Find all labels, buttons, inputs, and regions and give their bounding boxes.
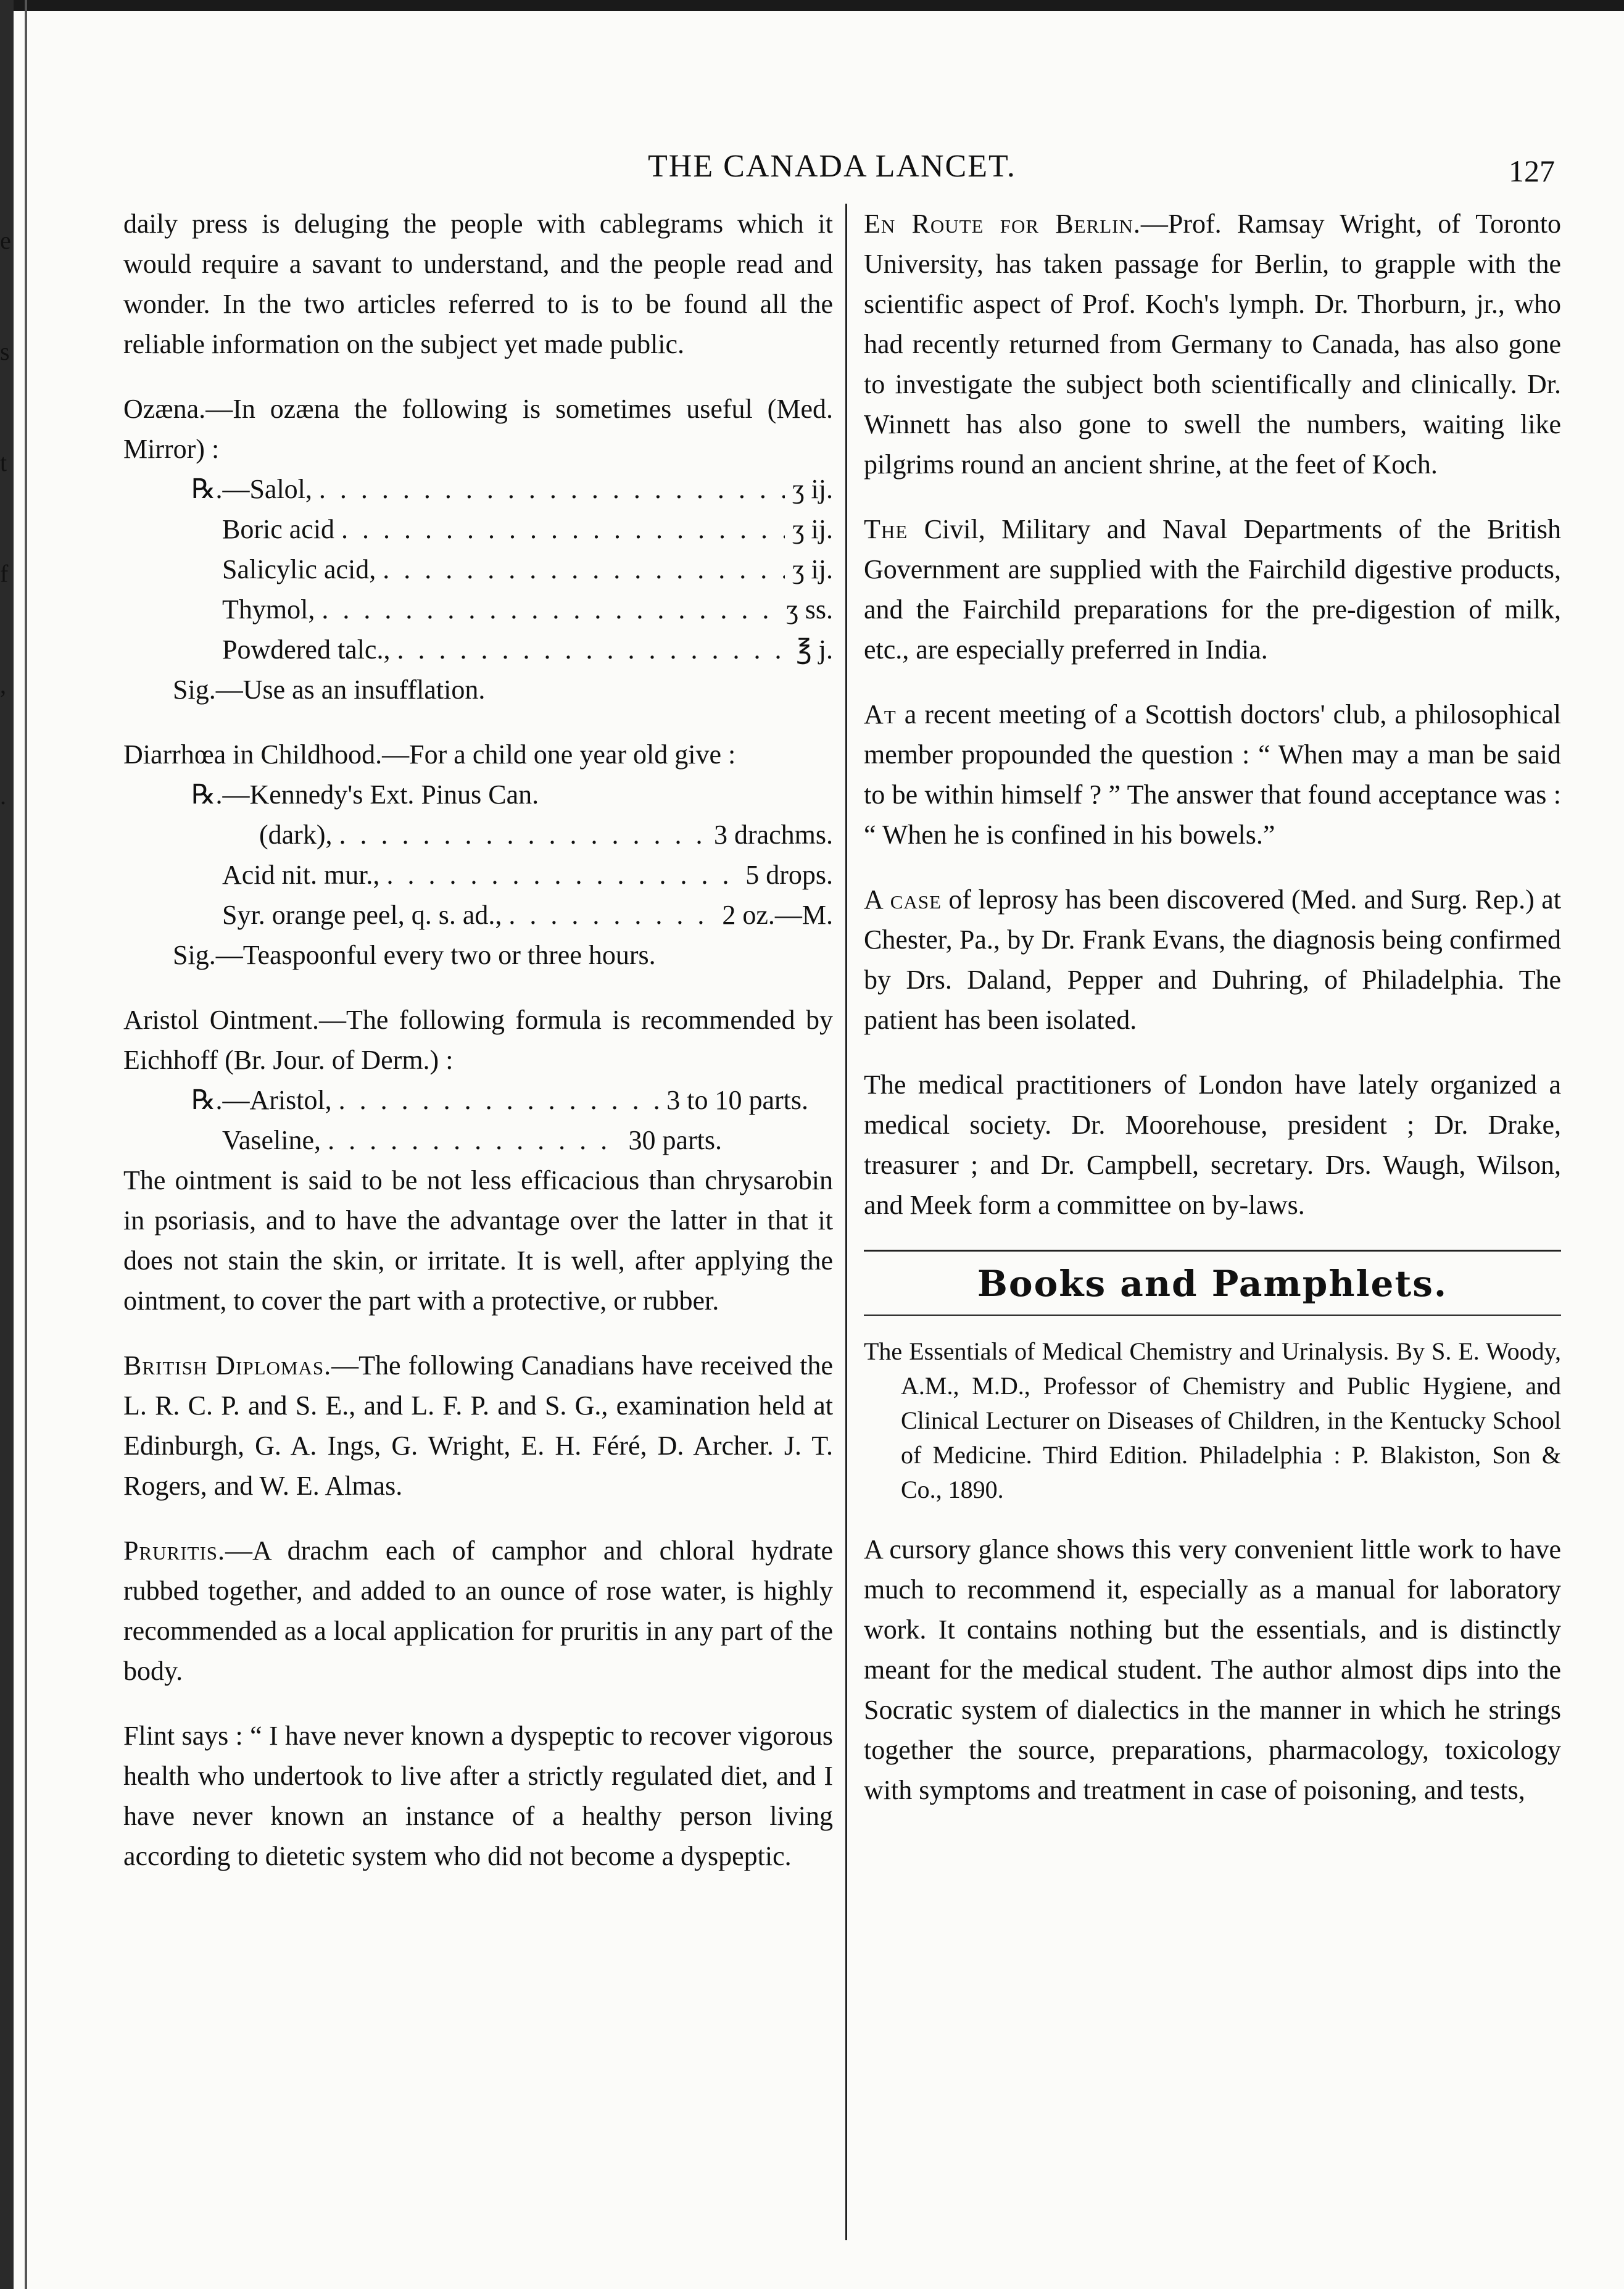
margin-mark: s	[0, 338, 10, 365]
right-column	[864, 204, 1561, 1835]
margin-mark: e	[0, 226, 11, 254]
pruritis-article	[123, 1531, 833, 1691]
rx-amount: 3 drachms.	[706, 815, 833, 855]
rx-ingredient: ℞.—Salol, . . .	[191, 469, 785, 509]
rx-ingredient: (dark), . . .	[259, 815, 706, 855]
rx-line	[123, 509, 833, 549]
rx-amount: 30 parts.	[621, 1120, 722, 1160]
ozaena-intro	[123, 389, 833, 469]
rx-first-line: ℞.—Kennedy's Ext. Pinus Can.	[191, 779, 539, 810]
british-diplomas-article	[123, 1345, 833, 1506]
books-section-title: Books and Pamphlets.	[977, 1263, 1448, 1305]
rx-amount: ℥ j.	[789, 629, 833, 670]
civil-article	[864, 509, 1561, 670]
book-entry-heading	[864, 1334, 1561, 1507]
aristol-heading: Aristol Ointment.	[123, 1005, 319, 1035]
rx-amount: 5 drops.	[738, 855, 833, 895]
ozaena-article	[123, 389, 833, 710]
rx-amount: ʒ ss.	[779, 589, 833, 629]
rx-line	[123, 629, 833, 670]
rx-line	[123, 895, 833, 935]
section-rule-top	[864, 1250, 1561, 1252]
page-header	[117, 148, 1567, 197]
rx-ingredient: Syr. orange peel, q. s. ad., . . .	[222, 895, 715, 935]
british-diplomas-heading: British Diplomas.	[123, 1350, 332, 1381]
margin-mark: .	[0, 782, 6, 810]
rx-ingredient: Boric acid . . .	[222, 509, 785, 549]
section-rule-bottom	[864, 1315, 1561, 1316]
pruritis-text: —A drachm each of camphor and chloral hydrate rubbed together, and added to an ounce of rose water, is highly recommended as a local application for pruritis in any part of the body.	[123, 1535, 833, 1686]
diarrhoea-heading: Diarrhœa in Childhood.	[123, 739, 383, 770]
rx-amount: ʒ ij.	[785, 509, 833, 549]
running-title: THE CANADA LANCET.	[648, 149, 1016, 184]
margin-mark: t	[0, 449, 7, 476]
pruritis-heading: Pruritis.	[123, 1535, 226, 1566]
margin-marks	[0, 185, 25, 852]
berlin-article	[864, 204, 1561, 484]
berlin-heading: En Route for Berlin.	[864, 209, 1141, 239]
london-article: The medical practitioners of London have lately organized a medical society. Dr. Moorehouse, president ; Dr. Drake, treasurer ; and Dr. Campbell, secretary. Drs. Waugh, Wilson, and Meek form a committee on by-laws.	[864, 1070, 1561, 1220]
margin-mark: f	[0, 560, 9, 588]
diarrhoea-intro	[123, 734, 833, 775]
book-details: By S. E. Woody, A.M., M.D., Professor of Chemistry and Public Hygiene, and Clinical Lecturer on Diseases of Children, in the Kentucky School of Medicine. Third Edition. Philadelphia : P. Blakiston, Son & Co., 1890.	[901, 1337, 1562, 1503]
scottish-text: a recent meeting of a Scottish doctors' club, a philosophical member propounded the question : “ When may a man be said to be within himself ? ” The answer that found acceptance was : “ When he is confined in his bowels.”	[864, 699, 1561, 850]
book-title: The Essentials of Medical Chemistry and Urinalysis.	[864, 1337, 1390, 1365]
ozaena-heading: Ozæna.	[123, 394, 206, 424]
column-divider	[845, 204, 847, 2240]
rx-ingredient: ℞.—Aristol, . . .	[191, 1080, 659, 1120]
diarrhoea-text: —For a child one year old give :	[382, 739, 736, 770]
rx-line	[123, 1120, 833, 1160]
aristol-after: The ointment is said to be not less efficacious than chrysarobin in psoriasis, and to have the advantage over the latter in that it does not stain the skin, or irritate. It is well, after applying the ointment, to cover the part with a protective, or rubber.	[123, 1165, 833, 1316]
intro-paragraph: daily press is deluging the people with cablegrams which it would require a savant to understand, and the people read and wonder. In the two articles referred to is to be found all the reliable information on the subject yet made public.	[123, 209, 833, 359]
leprosy-text: of leprosy has been discovered (Med. and Surg. Rep.) at Chester, Pa., by Dr. Frank Evans, the diagnosis being confirmed by Drs. Daland, Pepper and Duhring, of Philadelphia. The patient has been isolated.	[864, 884, 1561, 1035]
aristol-text: —The following formula is recommended by Eichhoff (Br. Jour. of Derm.) :	[123, 1005, 833, 1075]
rx-ingredient: Thymol, . . .	[222, 589, 779, 629]
margin-mark: ,	[0, 671, 6, 699]
scan-gutter-line	[25, 0, 27, 2289]
rx-ingredient: Acid nit. mur., . . .	[222, 855, 738, 895]
aristol-article	[123, 1000, 833, 1321]
civil-heading: The	[864, 514, 908, 544]
rx-amount: 3 to 10 parts.	[659, 1080, 808, 1120]
ozaena-text: —In ozæna the following is sometimes useful (Med. Mirror) :	[123, 394, 833, 464]
berlin-text: —Prof. Ramsay Wright, of Toronto University, has taken passage for Berlin, to grapple with the scientific aspect of Prof. Koch's lymph. Dr. Thorburn, jr., who had recently returned from Germany to Canada, has also gone to investigate the subject both scientifically and clinically. Dr. Winnett has also gone to swell the numbers, waiting like pilgrims round an ancient shrine, at the feet of Koch.	[864, 209, 1561, 480]
rx-sig: Sig.—Teaspoonful every two or three hours.	[173, 940, 656, 970]
rx-line	[123, 589, 833, 629]
rx-line	[123, 855, 833, 895]
rx-line	[123, 549, 833, 589]
scottish-heading: At	[864, 699, 897, 729]
british-diplomas-text: —The following Canadians have received the L. R. C. P. and S. E., and L. F. P. and S. G., examination held at Edinburgh, G. A. Ings, G. Wright, E. H. Féré, D. Archer. J. T. Rogers, and W. E. Almas.	[123, 1350, 833, 1501]
left-column	[123, 204, 833, 1901]
scan-border-top	[0, 0, 1624, 11]
rx-amount: 2 oz.—M.	[715, 895, 833, 935]
leprosy-heading: A case	[864, 884, 942, 915]
diarrhoea-article	[123, 734, 833, 975]
rx-line	[123, 469, 833, 509]
book-review: A cursory glance shows this very convenient little work to have much to recommend it, especially as a manual for laboratory work. It contains nothing but the essentials, and is distinctly meant for the medical student. The author almost dips into the Socratic system of dialectics in the manner in which he strings together the source, preparations, pharmacology, toxicology with symptoms and treatment in case of poisoning, and tests,	[864, 1534, 1561, 1805]
rx-ingredient: Vaseline, . . .	[222, 1120, 621, 1160]
rx-line	[123, 1080, 833, 1120]
rx-ingredient: Powdered talc., . . .	[222, 629, 789, 670]
rx-amount: ʒ ij.	[785, 469, 833, 509]
rx-sig: Sig.—Use as an insufflation.	[173, 675, 486, 705]
aristol-intro	[123, 1000, 833, 1080]
rx-line	[123, 815, 833, 855]
scottish-article	[864, 694, 1561, 855]
civil-text: Civil, Military and Naval Departments of the British Government are supplied with the Fairchild digestive products, and the Fairchild preparations for the pre-digestion of milk, etc., are especially preferred in India.	[864, 514, 1561, 665]
rx-ingredient: Salicylic acid, . . .	[222, 549, 785, 589]
leprosy-article	[864, 879, 1561, 1040]
rx-amount: ʒ ij.	[785, 549, 833, 589]
flint-quote: Flint says : “ I have never known a dyspeptic to recover vigorous health who undertook to live after a strictly regulated diet, and I have never known an instance of a healthy person living according to dietetic system who did not become a dyspeptic.	[123, 1721, 833, 1871]
page-number: 127	[1509, 154, 1555, 188]
